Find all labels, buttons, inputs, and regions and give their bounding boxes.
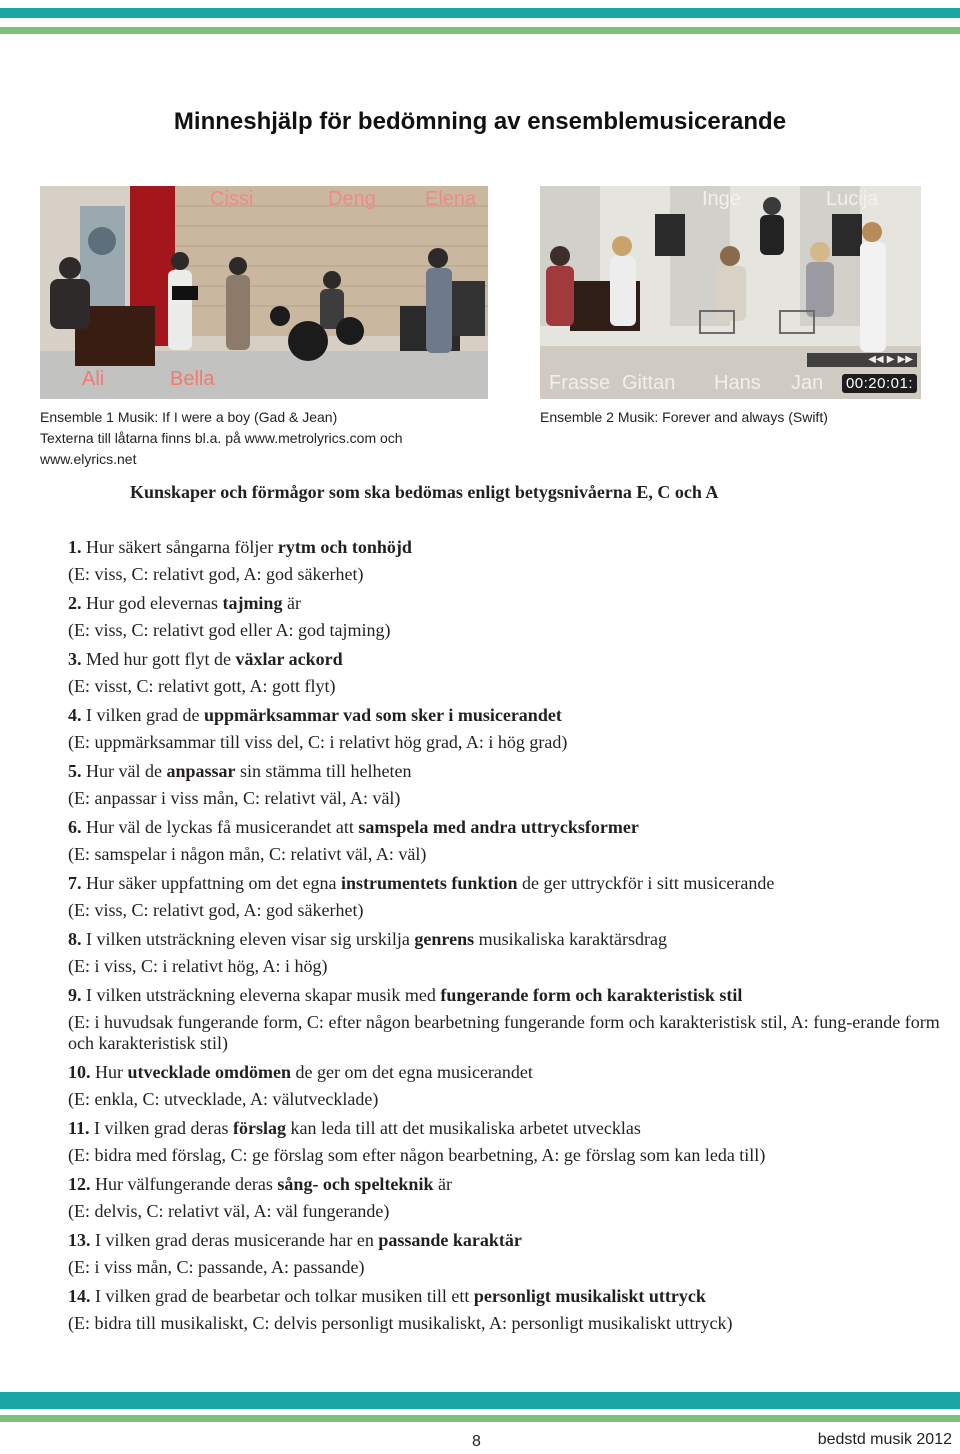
criterion-levels: (E: bidra till musikaliskt, C: delvis personligt musikaliskt, A: personligt musikaliskt uttryck) bbox=[68, 1313, 733, 1333]
criterion-item bbox=[68, 533, 948, 589]
criterion-item bbox=[68, 869, 948, 925]
top-teal-band bbox=[0, 8, 960, 18]
criterion-number: 6. bbox=[68, 817, 82, 837]
ensemble-1-caption bbox=[40, 407, 480, 470]
criterion-text: Hur god elevernas bbox=[81, 593, 223, 613]
page-number: 8 bbox=[472, 1433, 481, 1450]
criterion-levels: (E: i viss, C: i relativt hög, A: i hög) bbox=[68, 956, 328, 976]
criterion-question bbox=[68, 981, 948, 1009]
criterion-number: 10. bbox=[68, 1062, 91, 1082]
criterion-text: Hur säker uppfattning om det egna bbox=[81, 873, 341, 893]
criterion-item bbox=[68, 813, 948, 869]
criterion-text: de ger om det egna musicerandet bbox=[291, 1062, 533, 1082]
name-label: Inge bbox=[702, 188, 741, 210]
criterion-text: är bbox=[282, 593, 301, 613]
criterion-text: de ger uttryckför i sitt musicerande bbox=[517, 873, 775, 893]
criterion-number: 11. bbox=[68, 1118, 90, 1138]
criterion-number: 5. bbox=[68, 761, 82, 781]
ensemble-2-illustration bbox=[540, 186, 921, 399]
criterion-levels: (E: samspelar i någon mån, C: relativt väl, A: väl) bbox=[68, 844, 427, 864]
criterion-item bbox=[68, 1170, 948, 1226]
name-label: Cissi bbox=[210, 188, 254, 210]
criterion-question bbox=[68, 1114, 948, 1142]
criterion-levels: (E: viss, C: relativt god eller A: god tajming) bbox=[68, 620, 391, 640]
criterion-keyword: rytm och tonhöjd bbox=[277, 537, 412, 557]
criterion-levels: (E: viss, C: relativt god, A: god säkerhet) bbox=[68, 564, 364, 584]
criterion-question bbox=[68, 869, 948, 897]
criterion-number: 12. bbox=[68, 1174, 91, 1194]
criterion-text: musikaliska karaktärsdrag bbox=[474, 929, 668, 949]
criterion-question bbox=[68, 757, 948, 785]
criterion-levels: (E: i viss mån, C: passande, A: passande) bbox=[68, 1257, 365, 1277]
criterion-levels: (E: visst, C: relativt gott, A: gott flyt) bbox=[68, 676, 336, 696]
criterion-text: Hur väl de lyckas få musicerandet att bbox=[81, 817, 359, 837]
name-label: Hans bbox=[714, 372, 761, 394]
name-label: Elena bbox=[425, 188, 477, 210]
criterion-keyword: samspela med andra uttrycksformer bbox=[358, 817, 639, 837]
caption-line: Texterna till låtarna finns bl.a. på www.metrolyrics.com och bbox=[40, 430, 403, 446]
top-green-band bbox=[0, 27, 960, 34]
criterion-text: I vilken grad deras bbox=[89, 1118, 233, 1138]
criterion-keyword: utvecklade omdömen bbox=[127, 1062, 291, 1082]
section-heading: Kunskaper och förmågor som ska bedömas enligt betygsnivåerna E, C och A bbox=[130, 482, 719, 502]
criterion-text: Hur bbox=[90, 1062, 128, 1082]
caption-line: www.elyrics.net bbox=[40, 451, 137, 467]
criterion-keyword: instrumentets funktion bbox=[340, 873, 518, 893]
criterion-levels: (E: viss, C: relativt god, A: god säkerhet) bbox=[68, 900, 364, 920]
criterion-question bbox=[68, 1170, 948, 1198]
caption-line: Ensemble 2 Musik: Forever and always (Swift) bbox=[540, 409, 828, 425]
criterion-keyword: personligt musikaliskt uttryck bbox=[473, 1286, 706, 1306]
criterion-keyword: sång- och spelteknik bbox=[277, 1174, 434, 1194]
video-player-controls[interactable]: ◀◀ ▶ ▶▶ bbox=[807, 353, 917, 367]
caption-line: Ensemble 1 Musik: If I were a boy (Gad & Jean) bbox=[40, 409, 338, 425]
criterion-item bbox=[68, 925, 948, 981]
bottom-teal-band bbox=[0, 1392, 960, 1409]
ensemble-2-caption bbox=[540, 407, 920, 428]
criterion-levels: (E: i huvudsak fungerande form, C: efter någon bearbetning fungerande form och karakteristisk stil, A: fung-erande form och karakteristisk stil) bbox=[68, 1012, 940, 1053]
criterion-keyword: tajming bbox=[222, 593, 283, 613]
criterion-question bbox=[68, 813, 948, 841]
name-label: Gittan bbox=[622, 372, 676, 394]
ensemble-2-photo bbox=[540, 186, 921, 399]
ensemble-1-illustration bbox=[40, 186, 488, 399]
criterion-text: I vilken grad de bbox=[81, 705, 204, 725]
criterion-keyword: genrens bbox=[414, 929, 475, 949]
criterion-text: I vilken grad deras musicerande har en bbox=[90, 1230, 379, 1250]
criteria-list bbox=[68, 533, 948, 1338]
criterion-keyword: fungerande form och karakteristisk stil bbox=[440, 985, 743, 1005]
criterion-item bbox=[68, 701, 948, 757]
criterion-number: 4. bbox=[68, 705, 82, 725]
criterion-item bbox=[68, 1226, 948, 1282]
criterion-number: 14. bbox=[68, 1286, 91, 1306]
name-label: Bella bbox=[170, 368, 215, 390]
criterion-number: 9. bbox=[68, 985, 82, 1005]
criterion-item bbox=[68, 981, 948, 1058]
criterion-question bbox=[68, 645, 948, 673]
name-label: Ali bbox=[82, 368, 105, 390]
criterion-text: Hur välfungerande deras bbox=[90, 1174, 278, 1194]
footer-brand: bedstd musik 2012 bbox=[817, 1431, 952, 1448]
criterion-keyword: förslag bbox=[232, 1118, 286, 1138]
criterion-levels: (E: uppmärksammar till viss del, C: i relativt hög grad, A: i hög grad) bbox=[68, 732, 568, 752]
criterion-text: Hur väl de bbox=[81, 761, 167, 781]
criterion-question bbox=[68, 533, 948, 561]
criterion-question bbox=[68, 1282, 948, 1310]
criterion-item bbox=[68, 645, 948, 701]
criterion-item bbox=[68, 1058, 948, 1114]
criterion-number: 13. bbox=[68, 1230, 91, 1250]
criterion-levels: (E: anpassar i viss mån, C: relativt väl, A: väl) bbox=[68, 788, 401, 808]
name-label: Deng bbox=[328, 188, 376, 210]
criterion-keyword: anpassar bbox=[166, 761, 236, 781]
criterion-levels: (E: delvis, C: relativt väl, A: väl fungerande) bbox=[68, 1201, 390, 1221]
page-title: Minneshjälp för bedömning av ensemblemusicerande bbox=[173, 108, 787, 135]
criterion-number: 7. bbox=[68, 873, 82, 893]
bottom-green-band bbox=[0, 1415, 960, 1422]
criterion-levels: (E: enkla, C: utvecklade, A: välutvecklade) bbox=[68, 1089, 379, 1109]
criterion-text: I vilken utsträckning eleven visar sig urskilja bbox=[81, 929, 415, 949]
criterion-levels: (E: bidra med förslag, C: ge förslag som efter någon bearbetning, A: ge förslag som kan leda till) bbox=[68, 1145, 766, 1165]
criterion-number: 8. bbox=[68, 929, 82, 949]
criterion-item bbox=[68, 1114, 948, 1170]
criterion-text: Hur säkert sångarna följer bbox=[81, 537, 278, 557]
name-label: Lucija bbox=[826, 188, 879, 210]
criterion-number: 1. bbox=[68, 537, 82, 557]
name-label: Frasse bbox=[549, 372, 611, 394]
criterion-keyword: uppmärksammar vad som sker i musicerandet bbox=[203, 705, 562, 725]
criterion-text: I vilken grad de bearbetar och tolkar musiken till ett bbox=[90, 1286, 474, 1306]
name-label: Jan bbox=[791, 372, 824, 394]
ensemble-1-photo bbox=[40, 186, 488, 399]
criterion-keyword: växlar ackord bbox=[235, 649, 343, 669]
criterion-item bbox=[68, 1282, 948, 1338]
criterion-text: sin stämma till helheten bbox=[235, 761, 412, 781]
criterion-text: Med hur gott flyt de bbox=[81, 649, 236, 669]
criterion-item bbox=[68, 757, 948, 813]
criterion-question bbox=[68, 925, 948, 953]
criterion-question bbox=[68, 701, 948, 729]
criterion-number: 2. bbox=[68, 593, 82, 613]
criterion-number: 3. bbox=[68, 649, 82, 669]
criterion-question bbox=[68, 1058, 948, 1086]
criterion-question bbox=[68, 589, 948, 617]
criterion-keyword: passande karaktär bbox=[378, 1230, 522, 1250]
criterion-text: är bbox=[433, 1174, 452, 1194]
criterion-text: kan leda till att det musikaliska arbetet utvecklas bbox=[285, 1118, 641, 1138]
video-timecode: 00:20:01: bbox=[842, 374, 917, 393]
criterion-question bbox=[68, 1226, 948, 1254]
criterion-text: I vilken utsträckning eleverna skapar musik med bbox=[81, 985, 441, 1005]
criterion-item bbox=[68, 589, 948, 645]
